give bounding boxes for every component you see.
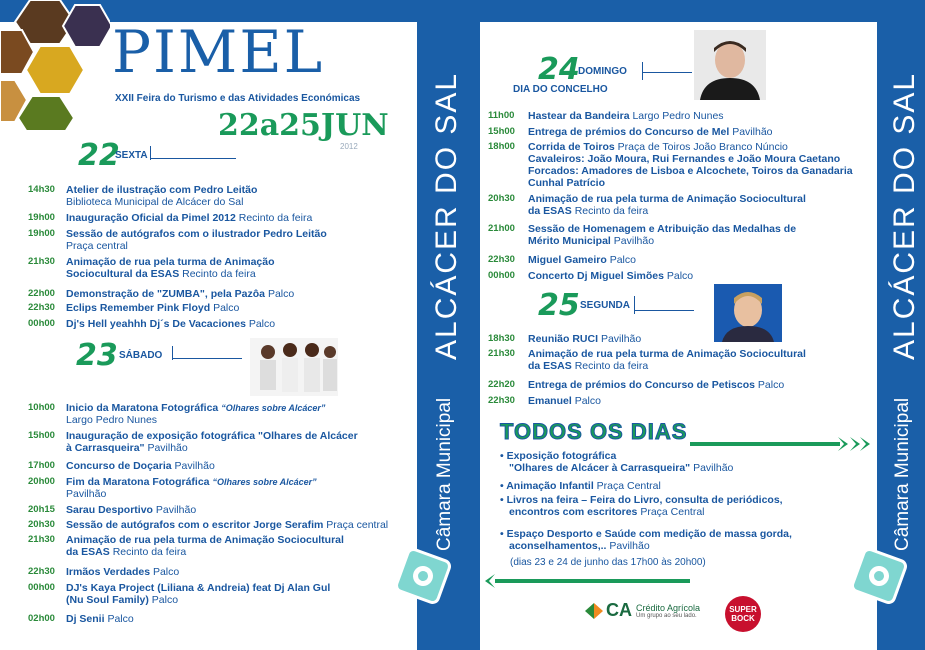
todos-arrow-bar (690, 437, 870, 451)
event-title: Irmãos Verdades (66, 566, 151, 578)
event-body (528, 348, 806, 372)
event-title: Demonstração de "ZUMBA", pela Pazôa (66, 288, 266, 300)
event-title: Animação de rua pela turma de Animação (66, 256, 275, 268)
event-body (66, 184, 257, 208)
event-body (66, 504, 196, 516)
event-location: Recinto da feira (112, 546, 187, 558)
day-25-line (634, 310, 694, 311)
event-time: 14h30 (28, 184, 55, 195)
event-time: 15h00 (28, 430, 55, 441)
event-time: 20h30 (28, 519, 55, 530)
todos-item-title: Espaço Desporto e Saúde com medição de massa gorda, (506, 528, 792, 540)
event-location: Recinto da feira (238, 212, 313, 224)
event-time: 17h00 (28, 460, 55, 471)
day-22-bar (150, 146, 151, 160)
event-location: Palco (267, 288, 295, 300)
event-time: 21h30 (28, 256, 55, 267)
todos-item-title-cont: encontros com escritores (509, 506, 638, 518)
event-title: Dj's Hell yeahhh Dj´s De Vacaciones (66, 318, 246, 330)
event-body (528, 126, 773, 138)
event-body (528, 254, 636, 266)
event-location: Palco (574, 395, 601, 407)
event-location: Pavilhão (732, 126, 773, 138)
event-title-cont: da ESAS (66, 546, 110, 558)
event-time: 21h00 (488, 223, 515, 234)
event-time: 20h00 (28, 476, 55, 487)
event-location: Pavilhão (613, 235, 655, 247)
todos-item: • Livros na feira – Feira do Livro, consulta de periódicos, encontros com escritores Praça Central (500, 494, 783, 518)
event-location: Praça central (326, 519, 389, 531)
event-title: Sessão de Homenagem e Atribuição das Medalhas de (528, 223, 797, 235)
event-time: 10h00 (28, 402, 55, 413)
side-council-left: Câmara Municipal (434, 397, 455, 551)
event-time: 11h00 (488, 110, 515, 121)
todos-note: (dias 23 e 24 de junho das 17h00 às 20h00) (510, 557, 706, 568)
event-title: Dj Senii (66, 613, 105, 625)
event-quote: “Olhares sobre Alcácer” (212, 477, 317, 487)
logo: PIMEL (112, 18, 325, 86)
day-22-name: SEXTA (115, 150, 148, 161)
event-location: Praça central (66, 240, 128, 252)
event-body (528, 379, 784, 391)
event-title: Hastear da Bandeira (528, 110, 630, 122)
event-title: DJ's Kaya Project (Liliana & Andreia) feat Dj Alan Gul (66, 582, 331, 594)
event-title: Concurso de Doçaria (66, 460, 172, 472)
todos-item-location: Pavilhão (693, 462, 734, 474)
event-title: Atelier de ilustração com Pedro Leitão (66, 184, 258, 196)
event-body (528, 110, 724, 122)
event-location: Palco (152, 566, 180, 578)
event-body (528, 141, 853, 189)
todos-item-title: Animação Infantil (506, 480, 594, 492)
ca-name: Crédito Agrícola (636, 602, 701, 613)
day-24-number: 24 (538, 52, 580, 87)
event-quote: “Olhares sobre Alcácer” (221, 403, 326, 413)
event-body (66, 476, 317, 500)
event-location: Sociocultural da ESAS (66, 268, 180, 280)
event-title: Inauguração Oficial da Pimel 2012 (66, 212, 236, 224)
event-location: Largo Pedro Nunes (632, 110, 724, 122)
hexagon-photos (0, 0, 110, 130)
side-place-left: ALCÁCER DO SAL (430, 71, 463, 360)
event-location: Palco (151, 594, 179, 606)
ca-mark: CA (606, 600, 632, 620)
todos-item-title-cont: "Olhares de Alcácer à Carrasqueira" (509, 462, 691, 474)
day-23-line (172, 358, 242, 359)
event-title: Concerto Dj Miguel Simões (528, 270, 664, 282)
event-title-cont: Mérito Municipal (528, 235, 611, 247)
day-23-number: 23 (76, 338, 118, 373)
todos-item-location: Praça Central (640, 506, 705, 518)
event-time: 02h00 (28, 613, 55, 624)
event-title: Reunião RUCI (528, 333, 599, 345)
event-body (66, 212, 312, 224)
event-location: Palco (757, 379, 785, 391)
todos-item-location: Pavilhão (609, 540, 650, 552)
day-25-number: 25 (538, 288, 580, 323)
event-title: Animação de rua pela turma de Animação Sociocultural (528, 348, 806, 360)
event-title: Entrega de prémios do Concurso de Petiscos (528, 379, 755, 391)
event-title: Fim da Maratona Fotográfica (66, 476, 210, 488)
event-body (528, 270, 693, 282)
event-title: Sarau Desportivo (66, 504, 153, 516)
event-body (66, 228, 327, 252)
event-time: 00h00 (488, 270, 515, 281)
event-location: Pavilhão (66, 488, 107, 500)
ca-tagline: Um grupo ao seu lado. (636, 612, 697, 619)
event-title-cont: à Carrasqueira" (66, 442, 145, 454)
todos-item: • Espaço Desporto e Saúde com medição de massa gorda, aconselhamentos,.. Pavilhão (500, 528, 792, 552)
event-location: Palco (666, 270, 694, 282)
event-location: Praça de Toiros João Branco Núncio (617, 141, 788, 153)
event-location: Largo Pedro Nunes (66, 414, 158, 426)
todos-item: • Animação Infantil Praça Central (500, 480, 661, 492)
event-location: Pavilhão (174, 460, 215, 472)
event-location: Palco (213, 302, 240, 314)
event-time: 00h00 (28, 318, 55, 329)
event-title: Inicio da Maratona Fotográfica (66, 402, 219, 414)
day-24-line (642, 72, 692, 73)
day-23-bar (172, 346, 173, 360)
flower-logo-right (848, 545, 910, 607)
event-time: 22h30 (28, 302, 55, 313)
event-body (528, 333, 641, 345)
todos-title: TODOS OS DIAS (500, 419, 688, 444)
event-location: Palco (609, 254, 636, 266)
event-body (66, 519, 388, 531)
event-title: Sessão de autógrafos com o escritor Jorge Serafim (66, 519, 324, 531)
fair-dates: 22a25JUN (218, 108, 389, 143)
event-title: Sessão de autógrafos com o ilustrador Pedro Leitão (66, 228, 327, 240)
event-detail: Forcados: Amadores de Lisboa e Alcochete, Toiros da Ganadaria (528, 165, 853, 177)
todos-item-title-cont: aconselhamentos,.. (509, 540, 607, 552)
event-location: Palco (107, 613, 134, 625)
ca-logo-icon (585, 603, 603, 619)
event-time: 18h30 (488, 333, 515, 344)
day-23-name: SÁBADO (119, 350, 163, 361)
todos-item: • Exposição fotográfica "Olhares de Alcácer à Carrasqueira" Pavilhão (500, 450, 734, 474)
day-24-subtitle: DIA DO CONCELHO (513, 84, 608, 95)
day-22-line (150, 158, 236, 159)
event-title-cont: da ESAS (528, 360, 572, 372)
event-time: 00h00 (28, 582, 55, 593)
event-location: Palco (248, 318, 276, 330)
day-22-number: 22 (78, 138, 120, 173)
event-title: Eclips Remember Pink Floyd (66, 302, 211, 314)
event-body (66, 302, 239, 314)
event-location: Biblioteca Municipal de Alcácer do Sal (66, 196, 244, 208)
day-25-bar (634, 296, 635, 314)
event-body (66, 534, 344, 558)
event-body (66, 430, 358, 454)
event-time: 22h00 (28, 288, 55, 299)
event-body (66, 460, 215, 472)
portrait-photo-25 (714, 284, 782, 342)
event-location: Recinto da feira (574, 360, 649, 372)
event-time: 21h30 (488, 348, 515, 359)
event-time: 18h00 (488, 141, 515, 152)
event-title: Animação de rua pela turma de Animação Sociocultural (66, 534, 344, 546)
day-24-bar (642, 62, 643, 80)
flower-logo-left (392, 545, 454, 607)
event-time: 15h00 (488, 126, 515, 137)
event-title: Entrega de prémios do Concurso de Mel (528, 126, 730, 138)
event-title: Animação de rua pela turma de Animação Sociocultural (528, 193, 806, 205)
todos-item-title: Exposição fotográfica (506, 450, 617, 462)
event-body (66, 582, 330, 606)
side-council-right: Câmara Municipal (892, 397, 913, 551)
event-time: 20h15 (28, 504, 55, 515)
event-title: Emanuel (528, 395, 572, 407)
event-location: Recinto da feira (182, 268, 256, 280)
event-location: Pavilhão (147, 442, 188, 454)
event-time: 22h30 (28, 566, 55, 577)
event-title-cont: da ESAS (528, 205, 572, 217)
sponsor-credito-agricola (585, 600, 700, 621)
event-time: 22h20 (488, 379, 515, 390)
todos-item-location: Praça Central (596, 480, 661, 492)
side-place-right: ALCÁCER DO SAL (888, 71, 921, 360)
event-location: Pavilhão (600, 333, 642, 345)
event-detail: Cunhal Patrício (528, 177, 606, 189)
event-time: 21h30 (28, 534, 55, 545)
event-body (66, 256, 275, 280)
event-title: Inauguração de exposição fotográfica "Olhares de Alcácer (66, 430, 358, 442)
event-location: Recinto da feira (574, 205, 649, 217)
event-time: 19h00 (28, 212, 55, 223)
event-body (66, 566, 179, 578)
event-time: 20h30 (488, 193, 515, 204)
event-body (66, 318, 275, 330)
event-detail: Cavaleiros: João Moura, Rui Fernandes e João Moura Caetano (528, 153, 841, 165)
event-title-cont: (Nu Soul Family) (66, 594, 149, 606)
event-title: Corrida de Toiros (528, 141, 615, 153)
event-body (66, 288, 294, 300)
super-bock-logo: SUPER BOCK (725, 596, 761, 632)
todos-item-title: Livros na feira – Feira do Livro, consulta de periódicos, (506, 494, 783, 506)
event-time: 19h00 (28, 228, 55, 239)
group-photo (250, 338, 338, 396)
event-body (66, 402, 325, 426)
event-body (528, 223, 796, 247)
fair-subtitle: XXII Feira do Turismo e das Atividades Económicas (115, 93, 361, 104)
event-body (528, 193, 806, 217)
fair-year: 2012 (340, 142, 358, 151)
event-time: 22h30 (488, 254, 515, 265)
event-title: Miguel Gameiro (528, 254, 607, 266)
event-body (528, 395, 601, 407)
day-25-name: SEGUNDA (580, 300, 631, 311)
portrait-photo-24 (694, 30, 766, 100)
day-24-name: DOMINGO (578, 66, 627, 77)
event-location: Pavilhão (155, 504, 197, 516)
event-time: 22h30 (488, 395, 515, 406)
event-body (66, 613, 134, 625)
bottom-arrow-bar (485, 574, 690, 588)
